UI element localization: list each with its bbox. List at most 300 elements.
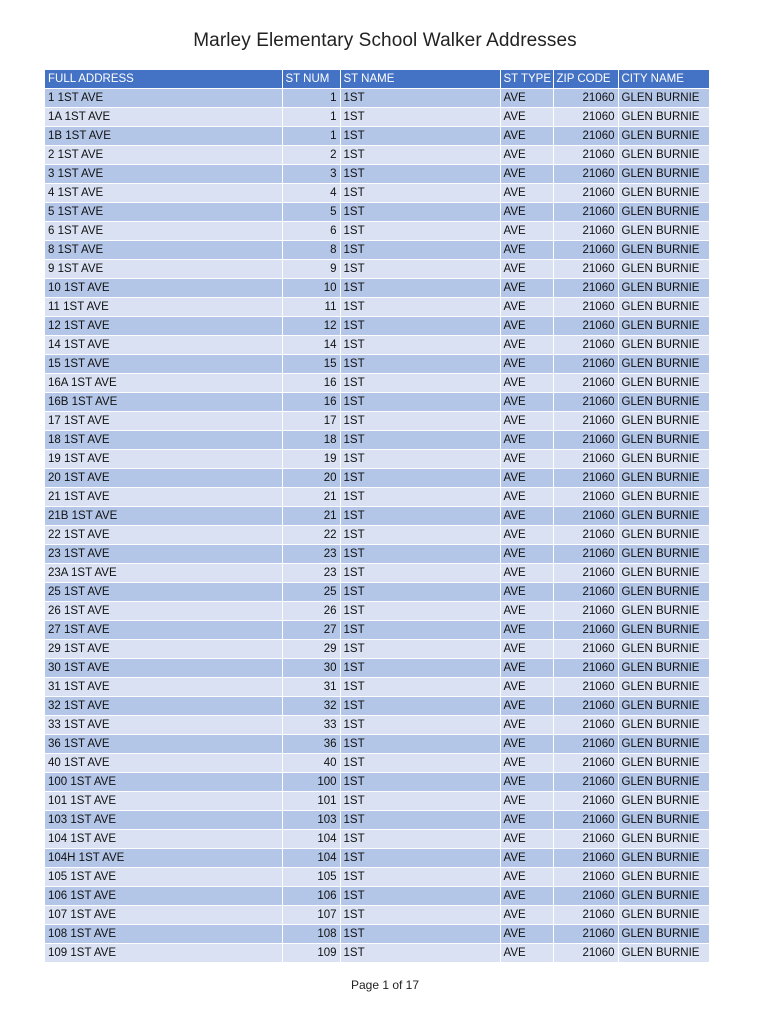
cell-st-num: 40	[282, 754, 340, 773]
cell-st-type: AVE	[500, 222, 553, 241]
cell-st-num: 18	[282, 431, 340, 450]
table-row	[45, 678, 709, 697]
cell-city-name: GLEN BURNIE	[618, 146, 709, 165]
cell-full-address: 6 1ST AVE	[45, 222, 282, 241]
cell-city-name: GLEN BURNIE	[618, 526, 709, 545]
cell-st-type: AVE	[500, 697, 553, 716]
cell-full-address: 4 1ST AVE	[45, 184, 282, 203]
table-row	[45, 811, 709, 830]
cell-full-address: 40 1ST AVE	[45, 754, 282, 773]
cell-st-type: AVE	[500, 89, 553, 108]
cell-full-address: 36 1ST AVE	[45, 735, 282, 754]
cell-full-address: 104 1ST AVE	[45, 830, 282, 849]
cell-full-address: 21B 1ST AVE	[45, 507, 282, 526]
table-row	[45, 431, 709, 450]
table-row	[45, 184, 709, 203]
cell-st-type: AVE	[500, 298, 553, 317]
cell-st-num: 6	[282, 222, 340, 241]
cell-st-num: 36	[282, 735, 340, 754]
cell-zip-code: 21060	[553, 678, 618, 697]
cell-city-name: GLEN BURNIE	[618, 564, 709, 583]
table-row	[45, 735, 709, 754]
cell-zip-code: 21060	[553, 621, 618, 640]
cell-st-type: AVE	[500, 241, 553, 260]
cell-st-type: AVE	[500, 203, 553, 222]
cell-full-address: 108 1ST AVE	[45, 925, 282, 944]
table-row	[45, 279, 709, 298]
cell-full-address: 100 1ST AVE	[45, 773, 282, 792]
cell-st-type: AVE	[500, 184, 553, 203]
cell-city-name: GLEN BURNIE	[618, 849, 709, 868]
cell-full-address: 20 1ST AVE	[45, 469, 282, 488]
cell-zip-code: 21060	[553, 773, 618, 792]
table-row	[45, 241, 709, 260]
cell-st-name: 1ST	[340, 89, 500, 108]
column-header-zip-code: ZIP CODE	[553, 70, 618, 89]
cell-zip-code: 21060	[553, 906, 618, 925]
cell-city-name: GLEN BURNIE	[618, 602, 709, 621]
cell-st-num: 21	[282, 507, 340, 526]
cell-st-name: 1ST	[340, 393, 500, 412]
cell-zip-code: 21060	[553, 393, 618, 412]
cell-full-address: 33 1ST AVE	[45, 716, 282, 735]
cell-st-num: 1	[282, 89, 340, 108]
cell-st-type: AVE	[500, 621, 553, 640]
cell-st-type: AVE	[500, 564, 553, 583]
cell-city-name: GLEN BURNIE	[618, 887, 709, 906]
cell-zip-code: 21060	[553, 317, 618, 336]
cell-st-num: 9	[282, 260, 340, 279]
cell-st-num: 11	[282, 298, 340, 317]
column-header-st-type: ST TYPE	[500, 70, 553, 89]
cell-st-type: AVE	[500, 507, 553, 526]
cell-st-name: 1ST	[340, 260, 500, 279]
cell-zip-code: 21060	[553, 545, 618, 564]
cell-st-name: 1ST	[340, 146, 500, 165]
cell-st-name: 1ST	[340, 716, 500, 735]
cell-zip-code: 21060	[553, 146, 618, 165]
cell-zip-code: 21060	[553, 602, 618, 621]
cell-st-num: 10	[282, 279, 340, 298]
table-row	[45, 773, 709, 792]
cell-zip-code: 21060	[553, 925, 618, 944]
cell-st-name: 1ST	[340, 830, 500, 849]
column-header-city-name: CITY NAME	[618, 70, 709, 89]
table-row	[45, 89, 709, 108]
cell-zip-code: 21060	[553, 165, 618, 184]
cell-full-address: 14 1ST AVE	[45, 336, 282, 355]
cell-zip-code: 21060	[553, 298, 618, 317]
cell-st-type: AVE	[500, 849, 553, 868]
cell-st-type: AVE	[500, 317, 553, 336]
cell-st-name: 1ST	[340, 469, 500, 488]
cell-full-address: 21 1ST AVE	[45, 488, 282, 507]
cell-city-name: GLEN BURNIE	[618, 811, 709, 830]
cell-st-num: 16	[282, 374, 340, 393]
cell-zip-code: 21060	[553, 887, 618, 906]
cell-st-num: 5	[282, 203, 340, 222]
cell-city-name: GLEN BURNIE	[618, 792, 709, 811]
cell-st-type: AVE	[500, 260, 553, 279]
cell-st-name: 1ST	[340, 431, 500, 450]
cell-st-num: 16	[282, 393, 340, 412]
cell-zip-code: 21060	[553, 431, 618, 450]
cell-st-type: AVE	[500, 659, 553, 678]
cell-city-name: GLEN BURNIE	[618, 678, 709, 697]
cell-full-address: 1B 1ST AVE	[45, 127, 282, 146]
cell-full-address: 1 1ST AVE	[45, 89, 282, 108]
cell-city-name: GLEN BURNIE	[618, 830, 709, 849]
cell-city-name: GLEN BURNIE	[618, 716, 709, 735]
cell-st-name: 1ST	[340, 754, 500, 773]
page-number: Page 1 of 17	[350, 978, 420, 992]
cell-st-num: 30	[282, 659, 340, 678]
cell-st-type: AVE	[500, 925, 553, 944]
cell-full-address: 18 1ST AVE	[45, 431, 282, 450]
cell-st-type: AVE	[500, 526, 553, 545]
cell-st-name: 1ST	[340, 412, 500, 431]
cell-full-address: 12 1ST AVE	[45, 317, 282, 336]
cell-city-name: GLEN BURNIE	[618, 640, 709, 659]
cell-city-name: GLEN BURNIE	[618, 431, 709, 450]
table-row	[45, 887, 709, 906]
cell-zip-code: 21060	[553, 336, 618, 355]
cell-st-num: 100	[282, 773, 340, 792]
cell-city-name: GLEN BURNIE	[618, 754, 709, 773]
cell-full-address: 23 1ST AVE	[45, 545, 282, 564]
cell-st-num: 8	[282, 241, 340, 260]
cell-st-num: 29	[282, 640, 340, 659]
table-row	[45, 944, 709, 963]
cell-st-name: 1ST	[340, 355, 500, 374]
cell-zip-code: 21060	[553, 697, 618, 716]
cell-zip-code: 21060	[553, 241, 618, 260]
table-row	[45, 374, 709, 393]
cell-zip-code: 21060	[553, 640, 618, 659]
cell-zip-code: 21060	[553, 716, 618, 735]
cell-zip-code: 21060	[553, 849, 618, 868]
cell-st-name: 1ST	[340, 298, 500, 317]
cell-st-num: 1	[282, 108, 340, 127]
cell-st-type: AVE	[500, 754, 553, 773]
cell-st-name: 1ST	[340, 241, 500, 260]
cell-city-name: GLEN BURNIE	[618, 697, 709, 716]
cell-city-name: GLEN BURNIE	[618, 374, 709, 393]
cell-full-address: 1A 1ST AVE	[45, 108, 282, 127]
cell-city-name: GLEN BURNIE	[618, 925, 709, 944]
cell-full-address: 11 1ST AVE	[45, 298, 282, 317]
cell-city-name: GLEN BURNIE	[618, 393, 709, 412]
cell-st-name: 1ST	[340, 811, 500, 830]
cell-zip-code: 21060	[553, 469, 618, 488]
cell-st-name: 1ST	[340, 203, 500, 222]
table-row	[45, 849, 709, 868]
cell-st-num: 108	[282, 925, 340, 944]
cell-zip-code: 21060	[553, 355, 618, 374]
cell-st-num: 20	[282, 469, 340, 488]
cell-city-name: GLEN BURNIE	[618, 583, 709, 602]
cell-st-name: 1ST	[340, 583, 500, 602]
cell-full-address: 29 1ST AVE	[45, 640, 282, 659]
cell-st-num: 107	[282, 906, 340, 925]
table-row	[45, 830, 709, 849]
cell-st-type: AVE	[500, 830, 553, 849]
cell-st-name: 1ST	[340, 108, 500, 127]
cell-st-type: AVE	[500, 811, 553, 830]
cell-full-address: 104H 1ST AVE	[45, 849, 282, 868]
cell-st-name: 1ST	[340, 868, 500, 887]
table-row	[45, 108, 709, 127]
cell-city-name: GLEN BURNIE	[618, 317, 709, 336]
cell-st-num: 27	[282, 621, 340, 640]
cell-st-num: 104	[282, 849, 340, 868]
cell-st-name: 1ST	[340, 621, 500, 640]
table-row	[45, 868, 709, 887]
cell-st-num: 17	[282, 412, 340, 431]
table-row	[45, 621, 709, 640]
cell-full-address: 101 1ST AVE	[45, 792, 282, 811]
cell-st-type: AVE	[500, 906, 553, 925]
cell-zip-code: 21060	[553, 89, 618, 108]
cell-st-type: AVE	[500, 450, 553, 469]
table-row	[45, 336, 709, 355]
cell-full-address: 23A 1ST AVE	[45, 564, 282, 583]
cell-st-name: 1ST	[340, 184, 500, 203]
cell-st-name: 1ST	[340, 906, 500, 925]
cell-zip-code: 21060	[553, 222, 618, 241]
cell-full-address: 5 1ST AVE	[45, 203, 282, 222]
cell-st-name: 1ST	[340, 678, 500, 697]
cell-st-num: 101	[282, 792, 340, 811]
column-header-st-name: ST NAME	[340, 70, 500, 89]
cell-city-name: GLEN BURNIE	[618, 906, 709, 925]
cell-city-name: GLEN BURNIE	[618, 241, 709, 260]
cell-st-type: AVE	[500, 545, 553, 564]
cell-st-type: AVE	[500, 336, 553, 355]
table-row	[45, 507, 709, 526]
cell-full-address: 103 1ST AVE	[45, 811, 282, 830]
cell-city-name: GLEN BURNIE	[618, 944, 709, 963]
cell-full-address: 16B 1ST AVE	[45, 393, 282, 412]
cell-st-num: 25	[282, 583, 340, 602]
page-title: Marley Elementary School Walker Addresses	[193, 30, 577, 51]
cell-st-type: AVE	[500, 431, 553, 450]
cell-st-num: 31	[282, 678, 340, 697]
cell-st-name: 1ST	[340, 450, 500, 469]
cell-st-name: 1ST	[340, 697, 500, 716]
cell-city-name: GLEN BURNIE	[618, 279, 709, 298]
cell-full-address: 15 1ST AVE	[45, 355, 282, 374]
table-row	[45, 564, 709, 583]
cell-city-name: GLEN BURNIE	[618, 89, 709, 108]
table-header-row	[45, 70, 709, 89]
cell-full-address: 3 1ST AVE	[45, 165, 282, 184]
cell-zip-code: 21060	[553, 754, 618, 773]
cell-st-name: 1ST	[340, 640, 500, 659]
cell-st-type: AVE	[500, 165, 553, 184]
cell-st-num: 21	[282, 488, 340, 507]
cell-st-num: 3	[282, 165, 340, 184]
cell-st-type: AVE	[500, 640, 553, 659]
cell-city-name: GLEN BURNIE	[618, 108, 709, 127]
cell-st-name: 1ST	[340, 602, 500, 621]
cell-st-type: AVE	[500, 887, 553, 906]
cell-st-num: 23	[282, 545, 340, 564]
cell-st-name: 1ST	[340, 564, 500, 583]
cell-full-address: 8 1ST AVE	[45, 241, 282, 260]
cell-city-name: GLEN BURNIE	[618, 222, 709, 241]
cell-st-type: AVE	[500, 127, 553, 146]
table-row	[45, 146, 709, 165]
cell-st-type: AVE	[500, 412, 553, 431]
cell-zip-code: 21060	[553, 564, 618, 583]
cell-st-type: AVE	[500, 602, 553, 621]
cell-zip-code: 21060	[553, 830, 618, 849]
cell-city-name: GLEN BURNIE	[618, 659, 709, 678]
table-row	[45, 697, 709, 716]
cell-st-name: 1ST	[340, 127, 500, 146]
cell-st-name: 1ST	[340, 317, 500, 336]
table-row	[45, 906, 709, 925]
table-row	[45, 716, 709, 735]
cell-full-address: 109 1ST AVE	[45, 944, 282, 963]
cell-st-num: 14	[282, 336, 340, 355]
cell-zip-code: 21060	[553, 735, 618, 754]
cell-city-name: GLEN BURNIE	[618, 735, 709, 754]
cell-city-name: GLEN BURNIE	[618, 336, 709, 355]
cell-st-num: 106	[282, 887, 340, 906]
cell-st-num: 33	[282, 716, 340, 735]
cell-zip-code: 21060	[553, 450, 618, 469]
cell-city-name: GLEN BURNIE	[618, 621, 709, 640]
table-row	[45, 469, 709, 488]
cell-st-name: 1ST	[340, 336, 500, 355]
cell-city-name: GLEN BURNIE	[618, 355, 709, 374]
cell-full-address: 2 1ST AVE	[45, 146, 282, 165]
cell-st-name: 1ST	[340, 279, 500, 298]
cell-city-name: GLEN BURNIE	[618, 773, 709, 792]
table-row	[45, 393, 709, 412]
table-row	[45, 260, 709, 279]
cell-full-address: 31 1ST AVE	[45, 678, 282, 697]
cell-zip-code: 21060	[553, 108, 618, 127]
cell-city-name: GLEN BURNIE	[618, 203, 709, 222]
cell-zip-code: 21060	[553, 203, 618, 222]
cell-st-type: AVE	[500, 716, 553, 735]
table-row	[45, 754, 709, 773]
table-row	[45, 450, 709, 469]
table-row	[45, 545, 709, 564]
cell-st-name: 1ST	[340, 792, 500, 811]
cell-st-type: AVE	[500, 108, 553, 127]
address-table	[45, 70, 710, 963]
cell-zip-code: 21060	[553, 412, 618, 431]
cell-st-name: 1ST	[340, 488, 500, 507]
column-header-full-address: FULL ADDRESS	[45, 70, 282, 89]
cell-st-num: 19	[282, 450, 340, 469]
table-row	[45, 165, 709, 184]
cell-zip-code: 21060	[553, 868, 618, 887]
cell-city-name: GLEN BURNIE	[618, 412, 709, 431]
table-row	[45, 925, 709, 944]
cell-st-type: AVE	[500, 469, 553, 488]
cell-st-num: 12	[282, 317, 340, 336]
cell-full-address: 19 1ST AVE	[45, 450, 282, 469]
cell-st-name: 1ST	[340, 944, 500, 963]
cell-city-name: GLEN BURNIE	[618, 260, 709, 279]
cell-zip-code: 21060	[553, 811, 618, 830]
cell-st-num: 105	[282, 868, 340, 887]
cell-st-type: AVE	[500, 944, 553, 963]
cell-city-name: GLEN BURNIE	[618, 545, 709, 564]
cell-st-num: 23	[282, 564, 340, 583]
cell-st-name: 1ST	[340, 374, 500, 393]
cell-city-name: GLEN BURNIE	[618, 507, 709, 526]
cell-full-address: 107 1ST AVE	[45, 906, 282, 925]
cell-st-type: AVE	[500, 735, 553, 754]
cell-st-num: 32	[282, 697, 340, 716]
cell-st-type: AVE	[500, 355, 553, 374]
cell-st-type: AVE	[500, 792, 553, 811]
cell-zip-code: 21060	[553, 184, 618, 203]
cell-st-name: 1ST	[340, 659, 500, 678]
cell-st-name: 1ST	[340, 165, 500, 184]
cell-st-name: 1ST	[340, 773, 500, 792]
cell-zip-code: 21060	[553, 260, 618, 279]
cell-city-name: GLEN BURNIE	[618, 127, 709, 146]
cell-st-type: AVE	[500, 583, 553, 602]
cell-full-address: 25 1ST AVE	[45, 583, 282, 602]
cell-zip-code: 21060	[553, 127, 618, 146]
table-row	[45, 602, 709, 621]
cell-full-address: 105 1ST AVE	[45, 868, 282, 887]
cell-full-address: 10 1ST AVE	[45, 279, 282, 298]
cell-st-num: 4	[282, 184, 340, 203]
cell-full-address: 32 1ST AVE	[45, 697, 282, 716]
cell-st-type: AVE	[500, 678, 553, 697]
table-row	[45, 659, 709, 678]
cell-city-name: GLEN BURNIE	[618, 165, 709, 184]
cell-city-name: GLEN BURNIE	[618, 184, 709, 203]
cell-st-name: 1ST	[340, 545, 500, 564]
table-row	[45, 526, 709, 545]
cell-st-num: 15	[282, 355, 340, 374]
cell-full-address: 27 1ST AVE	[45, 621, 282, 640]
table-body	[45, 89, 709, 963]
table-row	[45, 222, 709, 241]
address-table-container	[45, 70, 709, 963]
cell-st-type: AVE	[500, 393, 553, 412]
cell-zip-code: 21060	[553, 526, 618, 545]
cell-zip-code: 21060	[553, 792, 618, 811]
cell-st-name: 1ST	[340, 507, 500, 526]
table-row	[45, 412, 709, 431]
cell-full-address: 22 1ST AVE	[45, 526, 282, 545]
cell-st-num: 1	[282, 127, 340, 146]
table-row	[45, 298, 709, 317]
cell-st-name: 1ST	[340, 222, 500, 241]
cell-st-name: 1ST	[340, 849, 500, 868]
table-row	[45, 127, 709, 146]
column-header-st-num: ST NUM	[282, 70, 340, 89]
cell-zip-code: 21060	[553, 374, 618, 393]
table-row	[45, 317, 709, 336]
cell-st-num: 22	[282, 526, 340, 545]
cell-st-type: AVE	[500, 488, 553, 507]
cell-st-num: 103	[282, 811, 340, 830]
cell-full-address: 106 1ST AVE	[45, 887, 282, 906]
cell-zip-code: 21060	[553, 279, 618, 298]
